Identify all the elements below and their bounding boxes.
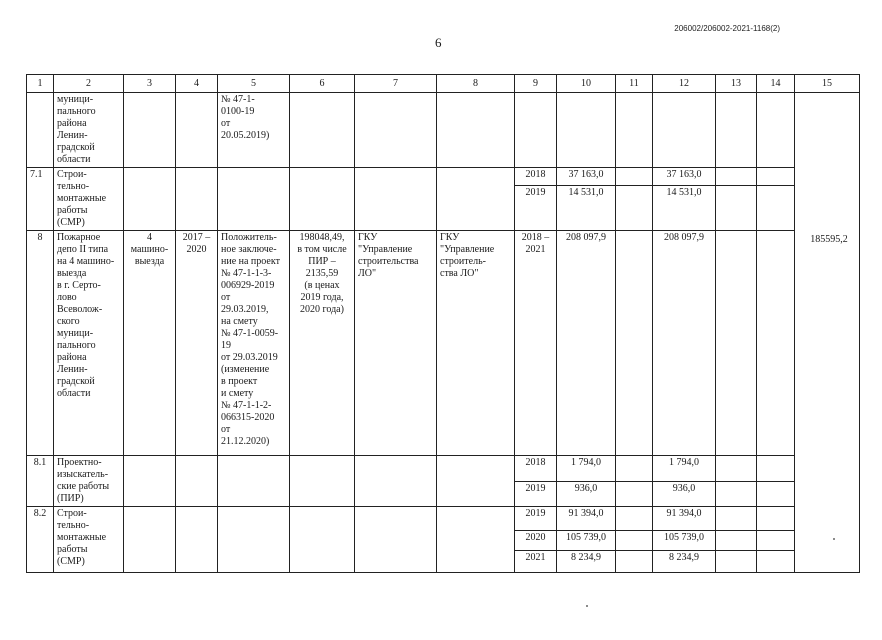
object-name-cell: Строи- тельно- монтажные работы (СМР) xyxy=(54,507,124,573)
object-name-cell: Пожарное депо II типа на 4 машино- выезда в г. Серто- лово Всеволож- ского муници- пального района Ленин- градской области xyxy=(54,231,124,456)
column-header: 5 xyxy=(218,75,290,93)
amount-cell: 91 394,0 xyxy=(557,507,616,531)
amount-cell: 105 739,0 xyxy=(557,531,616,551)
row-number: 8 xyxy=(27,231,54,456)
amount-cell: 105 739,0 xyxy=(653,531,716,551)
amount-cell: 8 234,9 xyxy=(653,551,716,573)
empty-cell xyxy=(795,93,860,531)
year-cell: 2019 xyxy=(515,507,557,531)
total-value-cell: 185595,2 xyxy=(810,234,848,245)
year-cell: 2018 xyxy=(515,456,557,482)
scan-speck xyxy=(833,538,835,540)
developer-cell: ГКУ "Управление строитель- ства ЛО" xyxy=(437,231,515,456)
table-row xyxy=(27,456,860,482)
expertise-cell: № 47-1- 0100-19 от 20.05.2019) xyxy=(218,93,290,168)
column-header: 7 xyxy=(355,75,437,93)
customer-cell: ГКУ "Управление строительства ЛО" xyxy=(355,231,437,456)
column-header: 1 xyxy=(27,75,54,93)
object-name-cell: муници- пального района Ленин- градской области xyxy=(54,93,124,168)
scan-speck xyxy=(586,605,588,607)
row-number: 8.2 xyxy=(27,507,54,573)
estimate-cell: 198048,49, в том числе ПИР – 2135,59 (в ценах 2019 года, 2020 года) xyxy=(290,231,355,456)
amount-cell: 14 531,0 xyxy=(557,185,616,230)
object-name-cell: Строи- тельно- монтажные работы (СМР) xyxy=(54,168,124,231)
column-header: 6 xyxy=(290,75,355,93)
year-cell: 2020 xyxy=(515,531,557,551)
table-row xyxy=(27,507,860,531)
amount-cell: 1 794,0 xyxy=(557,456,616,482)
page-number: 6 xyxy=(435,35,442,50)
column-header: 8 xyxy=(437,75,515,93)
year-cell: 2019 xyxy=(515,185,557,230)
amount-cell: 91 394,0 xyxy=(653,507,716,531)
table-header-row xyxy=(27,75,860,93)
column-header: 11 xyxy=(616,75,653,93)
year-cell: 2019 xyxy=(515,481,557,507)
amount-cell: 208 097,9 xyxy=(653,231,716,456)
column-header: 13 xyxy=(716,75,757,93)
amount-cell: 14 531,0 xyxy=(653,185,716,230)
column-header: 2 xyxy=(54,75,124,93)
amount-cell: 936,0 xyxy=(653,481,716,507)
table-row xyxy=(27,231,860,456)
column-header: 9 xyxy=(515,75,557,93)
column-header: 10 xyxy=(557,75,616,93)
column-header: 12 xyxy=(653,75,716,93)
document-id: 206002/206002-2021-1168(2) xyxy=(674,24,780,33)
amount-cell: 8 234,9 xyxy=(557,551,616,573)
amount-cell: 37 163,0 xyxy=(557,168,616,186)
budget-table xyxy=(26,74,860,573)
row-number: 7.1 xyxy=(27,168,54,231)
amount-cell: 37 163,0 xyxy=(653,168,716,186)
expertise-cell: Положитель- ное заключе- ние на проект № 47-1-1-3- 006929-2019 от 29.03.2019, на смету № 47-1-0059- 19 от 29.03.2019 (изменение в проект и смету № 47-1-1-2- 066315-2020 от 21.12.2020) xyxy=(218,231,290,456)
amount-cell: 1 794,0 xyxy=(653,456,716,482)
year-cell: 2021 xyxy=(515,551,557,573)
table-row xyxy=(27,168,860,186)
object-name-cell: Проектно- изыскатель- ские работы (ПИР) xyxy=(54,456,124,507)
year-cell: 2018 – 2021 xyxy=(515,231,557,456)
period-cell: 2017 – 2020 xyxy=(176,231,218,456)
column-header: 3 xyxy=(124,75,176,93)
amount-cell: 936,0 xyxy=(557,481,616,507)
column-header: 14 xyxy=(757,75,795,93)
table-row xyxy=(27,93,860,168)
column-header: 4 xyxy=(176,75,218,93)
amount-cell: 208 097,9 xyxy=(557,231,616,456)
column-header: 15 xyxy=(795,75,860,93)
year-cell: 2018 xyxy=(515,168,557,186)
capacity-cell: 4 машино- выезда xyxy=(124,231,176,456)
row-number: 8.1 xyxy=(27,456,54,507)
